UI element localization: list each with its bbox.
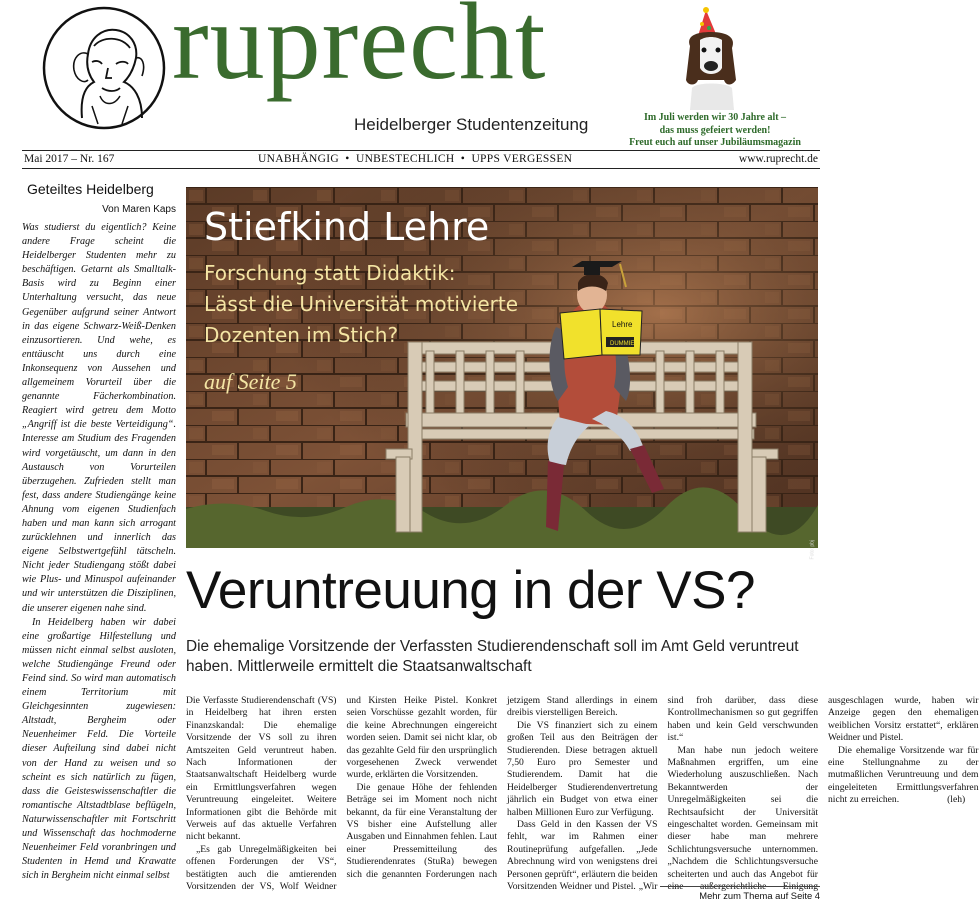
masthead-mottos: UNABHÄNGIG • UNBESTECHLICH • UPPS VERGESSEN — [258, 153, 573, 165]
teaser-page-reference[interactable]: auf Seite 5 — [204, 369, 297, 394]
article-paragraph: Die Verfasste Studierendenschaft (VS) in Heidelberg hat ihren ersten Finanzskandal: Die ehemalige Vorsitzende der VS soll zu ihren Amtszeiten Geld veruntreut haben. Nach Informationen der Staatsanwaltschaft Heidelberg wurde ein Ermittlungsverfahren wegen Veruntreuung eingeleitet. Weitere Informationen gibt die Behörde mit Verweis auf das aktuelle Verfahren nicht bekannt. — [186, 695, 337, 843]
jubilee-line: Im Juli werden wir 30 Jahre alt – — [643, 112, 787, 123]
book-title: Lehre — [612, 320, 633, 329]
article-paragraph: Dass Geld in den Kassen der VS fehlt, war im Rahmen einer Routineprüfung aufgefallen. „Jede Abrechnung wird von wenigstens drei Personen geprüft“, erläutern die beiden Vorsitzenden Weidner und Pistel. „Wir sind froh darüber, dass diese Kontrollmechanismen so gut gegriffen haben und kein Geld verschwunden ist.“ — [507, 695, 818, 893]
article-paragraph: Die ehemalige Vorsitzende war für eine Stellungnahme zu der mutmaßlichen Veruntreuung und dem eingeleiteten Ermittlungsverfahren nicht zu erreichen. (leh) — [828, 744, 979, 806]
book-subtitle: DUMMIES — [610, 341, 639, 347]
ruprecht-portrait-logo — [42, 6, 166, 130]
sidebar-author: Von Maren Kaps — [102, 204, 176, 215]
teaser-title: Stiefkind Lehre — [204, 205, 490, 249]
issue-number: Mai 2017 – Nr. 167 — [24, 153, 115, 165]
article-paragraph: Man habe nun jedoch weitere Maßnahmen ergriffen, um eine Wiederholung auszuschließen. Nach Bekanntwerden der Unregelmäßigkeiten sei die Rechtsaufsicht der Universität eingeschaltet worden. Gemeinsam mit dieser habe man mehrere Schlichtungsversuche unternommen. „Nachdem die Schlichtungsversuche scheiterten und auch das Angebot für eine außergerichtliche Einigung ausgeschlagen wurde, haben wir Anzeige gegen den ehemaligen weiblichen Vorsitz erstattet“, erklären Weidner und Pistel. — [667, 695, 979, 893]
teaser-line: Dozenten im Stich? — [204, 323, 399, 347]
sidebar-commentary — [22, 180, 176, 883]
website-url[interactable]: www.ruprecht.de — [738, 153, 818, 165]
masthead-title: ruprecht — [172, 0, 547, 102]
more-on-topic-link[interactable]: Mehr zum Thema auf Seite 4 — [660, 886, 820, 901]
teaser-text — [204, 258, 534, 351]
article-paragraph: Die VS finanziert sich zu einem großen Teil aus den Beiträgen der Studierenden. Diese betragen aktuell 7,50 Euro pro Semester und Studierendem. Damit hat die Heidelberger Studierendenvertretung jährlich ein Budget von etwa einer halben Millionen Euro zur Verfügung. — [507, 719, 658, 818]
jubilee-line: Freut euch auf unser Jubiläumsmagazin — [629, 137, 801, 148]
masthead-strip — [22, 150, 820, 169]
teaser-photo[interactable] — [186, 187, 818, 560]
sidebar-paragraph: In Heidelberg haben wir dabei eine großartige Hilfestellung und müssen nicht einmal selbst ausloten, welche Studiengänge Freund oder Feind sind. So wird man automatisch einem Territorium mit Gleichgesinnten zugewiesen: Altstadt, Bergheim oder Neuenheimer Feld. Die Vorteile dieser Aufteilung sind dabei nicht von der Hand zu weisen und so scheint es sich natürlich zu fügen, dass die Geisteswissenschaftler die romantische Altstadtblase beflügeln, Naturwissenschaftler mit Fortschritt und Wissenschaft das hochmoderne Neuenheimer Feld voranbringen und Studenten in Hemd und Krawatte sich in Bergheim nicht einmal selbst — [22, 616, 176, 882]
photo-credit: Foto: pbj — [809, 540, 815, 560]
lead-article-body — [186, 695, 979, 905]
lead-headline: Veruntreuung in der VS? — [186, 561, 755, 620]
lead-deck: Die ehemalige Vorsitzende der Verfassten Studierendenschaft soll im Amt Geld veruntreut haben. Mittlerweile ermittelt die Staatsanwaltschaft — [186, 638, 799, 675]
teaser-line: Forschung statt Didaktik: — [204, 261, 456, 285]
jubilee-notice — [610, 112, 820, 150]
article-paragraph: Die genaue Höhe der fehlenden Beträge sei im Moment noch nicht bekannt, da für eine Veranstaltung der VS bisher eine Aufstellung aller Ausgaben und Einnahmen fehlen. Laut einer Pressemitteilung des Studierendenrates (StuRa) bewegen sich die genannten Forderungen nach jetzigem Stand allerdings in einem dreibis vierstelligen Bereich. — [346, 695, 658, 880]
sidebar-body — [22, 221, 176, 883]
teaser-line: Lässt die Universität motivierte — [204, 292, 519, 316]
jubilee-line: das muss gefeiert werden! — [659, 124, 771, 136]
article-paragraph: „Es gab Unregelmäßigkeiten bei offenen Forderungen der VS“, bestätigten auch die amtierenden Vorsitzenden der VS, Wolf Weidner und Kirsten Heike Pistel. Konkret seien Vorschüsse gezahlt worden, für die keine Abrechnungen eingereicht worden seien. Damit sei nicht klar, ob das gezahlte Geld für den ursprünglich vorgesehenen Zweck verwendet wurde, erklärten die Vorsitzenden. — [186, 695, 497, 893]
sidebar-heading: Geteiltes Heidelberg — [27, 181, 154, 197]
masthead-subtitle: Heidelberger Studentenzeitung — [354, 115, 589, 134]
party-dog-icon — [676, 6, 746, 110]
sidebar-paragraph: Was studierst du eigentlich? Keine andere Frage scheint die Heidelberger Studenten mehr zu beschäftigen. Getarnt als Smalltalk-Basis wird zu Beginn einer Unterhaltung versucht, das neue Gegenüber aufgrund seiner Antwort in das eigene Schwarz-Weiß-Denken einzusortieren. Und wehe, es enttäuscht uns durch eine Inkonsequenz von Aussehen und allgemeinem Vorurteil über die genannte Fächerkombination. Reagiert wird getreu dem Motto „Angriff ist die beste Verteidigung“. Interesse am Studium des Fragenden wird vorgetäuscht, um dann in den Austausch von Vorurteilen überzugehen. Zufrieden stellt man fest, dass andere Studiengänge keine Ahnung vom eigenen Studienfach haben und man kann sich arrogant zurücklehnen und innerlich das eigene Selbstwertgefühl tätscheln. Nicht jeder Studiengang stößt dabei wie Plus- und Minuspol aufeinander und wir unterstützen die Disziplinen, die unserer eigenen nahe sind. — [22, 222, 176, 614]
